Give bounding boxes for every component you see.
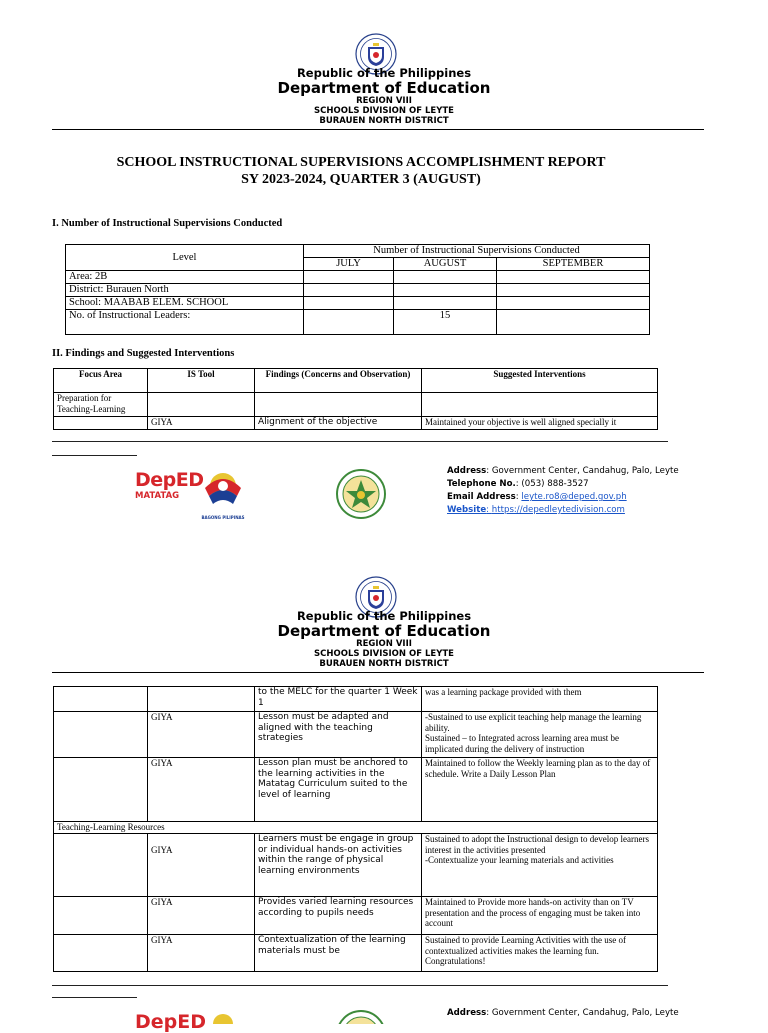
matatag-logo-text: MATATAG xyxy=(135,491,180,501)
finding-cell: Lesson plan must be anchored to the learning activities in the Matatag Curriculum suited to the level of learning xyxy=(255,758,422,822)
region-line: REGION VIII xyxy=(356,96,412,106)
finding-cell xyxy=(255,393,422,417)
footer-address xyxy=(447,1007,679,1020)
focus-cell xyxy=(54,897,148,935)
section1-heading: I. Number of Instructional Supervisions Conducted xyxy=(52,218,283,229)
cell-july xyxy=(304,297,394,310)
header-divider xyxy=(52,129,704,130)
division-line: SCHOOLS DIVISION OF LEYTE xyxy=(314,106,454,116)
cell-september xyxy=(497,284,650,297)
section2-heading: II. Findings and Suggested Interventions xyxy=(52,348,235,359)
footer-email: Email Address: leyte.ro8@deped.gov.ph xyxy=(447,492,627,502)
finding-cell: Learners must be engage in group or individual hands-on activities within the range of physical learning environments xyxy=(255,834,422,897)
tool-label: GIYA xyxy=(151,845,173,855)
republic-line: Republic of the Philippines xyxy=(296,66,472,80)
bagong-pilipinas-text: BAGONG PILIPINAS xyxy=(201,515,245,520)
finding-cell: to the MELC for the quarter 1 Week 1 xyxy=(255,687,422,712)
col-interventions: Suggested Interventions xyxy=(422,369,658,393)
division-seal-icon xyxy=(336,1010,386,1024)
website-link[interactable]: https://depedleytedivision.com xyxy=(491,505,625,515)
intervention-cell: Sustained to provide Learning Activities with the use of contextualized activities makes the learning fun. Congratulations! xyxy=(422,935,658,972)
cell-september xyxy=(497,310,650,335)
table-row xyxy=(66,310,650,335)
cell-september xyxy=(497,297,650,310)
tool-cell: GIYA xyxy=(148,935,255,972)
intervention-cell xyxy=(422,393,658,417)
table-row xyxy=(54,834,658,897)
table-row xyxy=(66,284,650,297)
focus-cell xyxy=(54,834,148,897)
division-seal-icon xyxy=(336,469,386,519)
table-row xyxy=(54,393,658,417)
table-row xyxy=(54,712,658,758)
division-line: SCHOOLS DIVISION OF LEYTE xyxy=(314,649,454,659)
row-label: Area: 2B xyxy=(66,271,304,284)
region-line: REGION VIII xyxy=(356,639,412,649)
findings-table-page2 xyxy=(53,686,658,972)
tool-cell: GIYA xyxy=(148,758,255,822)
department-line: Department of Education xyxy=(277,622,491,640)
row-label: School: MAABAB ELEM. SCHOOL xyxy=(66,297,304,310)
cell-july xyxy=(304,310,394,335)
website-label: Website xyxy=(447,505,487,515)
address-label: Address xyxy=(447,1008,487,1018)
email-label: Email Address xyxy=(447,492,516,502)
cell-august xyxy=(394,284,497,297)
tool-cell: GIYA xyxy=(148,712,255,758)
footer-telephone xyxy=(447,478,589,491)
row-label: No. of Instructional Leaders: xyxy=(66,310,304,335)
cell-july xyxy=(304,271,394,284)
table-row xyxy=(66,271,650,284)
tool-cell: GIYA xyxy=(148,417,255,430)
intervention-cell: Maintained to follow the Weekly learning plan as to the day of schedule. Write a Daily Lesson Plan xyxy=(422,758,658,822)
finding-cell: Contextualization of the learning materials must be xyxy=(255,935,422,972)
deped-matatag-logo xyxy=(135,469,204,514)
col-findings: Findings (Concerns and Observation) xyxy=(255,369,422,393)
district-line: BURAUEN NORTH DISTRICT xyxy=(319,116,449,126)
footer-divider xyxy=(52,441,668,442)
finding-cell: Alignment of the objective xyxy=(255,417,422,430)
tool-cell xyxy=(148,393,255,417)
month-july: JULY xyxy=(304,258,394,271)
table-row xyxy=(54,758,658,822)
bagong-pilipinas-icon xyxy=(199,1010,247,1024)
supervisions-table xyxy=(65,244,650,335)
email-link[interactable]: leyte.ro8@deped.gov.ph xyxy=(521,492,627,502)
intervention-cell: -Sustained to use explicit teaching help manage the learning ability. Sustained – to Integrated across learning area must be implicated during the delivery of instruction xyxy=(422,712,658,758)
focus-cell xyxy=(54,935,148,972)
focus-cell xyxy=(54,687,148,712)
address-value: : Government Center, Candahug, Palo, Leyte xyxy=(486,466,679,476)
focus-cell xyxy=(54,417,148,430)
intervention-cell: Sustained to adopt the Instructional design to develop learners interest in the activities presented -Contextualize your learning materials and activities xyxy=(422,834,658,897)
cell-july xyxy=(304,284,394,297)
header-divider xyxy=(52,672,704,673)
col-is-tool: IS Tool xyxy=(148,369,255,393)
month-august: AUGUST xyxy=(394,258,497,271)
focus-cell: Preparation for Teaching-Learning xyxy=(54,393,148,417)
table-row xyxy=(54,417,658,430)
telephone-value: : (053) 888-3527 xyxy=(515,479,589,489)
level-header: Level xyxy=(66,245,304,271)
focus-cell xyxy=(54,712,148,758)
deped-logo-text: DepED xyxy=(135,1011,207,1033)
col-focus-area: Focus Area xyxy=(54,369,148,393)
republic-line: Republic of the Philippines xyxy=(296,609,472,623)
findings-table-page1 xyxy=(53,368,658,430)
row-label: District: Burauen North xyxy=(66,284,304,297)
cell-august xyxy=(394,297,497,310)
table-row xyxy=(66,297,650,310)
finding-cell: Lesson must be adapted and aligned with the teaching strategies xyxy=(255,712,422,758)
tool-cell xyxy=(148,687,255,712)
report-subtitle: SY 2023-2024, QUARTER 3 (AUGUST) xyxy=(241,172,481,187)
footer-divider xyxy=(52,985,668,986)
address-value: : Government Center, Candahug, Palo, Leyte xyxy=(486,1008,679,1018)
intervention-cell: Maintained to Provide more hands-on activity than on TV presentation and the process of engaging must be taken into account xyxy=(422,897,658,935)
report-title: SCHOOL INSTRUCTIONAL SUPERVISIONS ACCOMPLISHMENT REPORT xyxy=(116,155,606,170)
table-row xyxy=(54,897,658,935)
bagong-pilipinas-icon xyxy=(199,466,247,510)
footer-address xyxy=(447,465,679,478)
tool-cell xyxy=(148,834,255,897)
focus-cell xyxy=(54,758,148,822)
table-row xyxy=(54,687,658,712)
footer-website: Website: https://depedleytedivision.com xyxy=(447,505,625,515)
intervention-cell: Maintained your objective is well aligned specially it xyxy=(422,417,658,430)
cell-august xyxy=(394,271,497,284)
address-label: Address xyxy=(447,466,487,476)
cell-september xyxy=(497,271,650,284)
footer-divider-short xyxy=(52,455,137,456)
department-line: Department of Education xyxy=(277,79,491,97)
group-header: Number of Instructional Supervisions Conducted xyxy=(304,245,650,258)
deped-logo-text: DepED xyxy=(135,469,204,491)
table-row xyxy=(54,822,658,834)
intervention-cell: was a learning package provided with them xyxy=(422,687,658,712)
month-september: SEPTEMBER xyxy=(497,258,650,271)
cell-august: 15 xyxy=(394,310,497,335)
finding-cell: Provides varied learning resources according to pupils needs xyxy=(255,897,422,935)
table-row xyxy=(54,935,658,972)
bagong-pilipinas-logo xyxy=(199,466,247,518)
tool-cell: GIYA xyxy=(148,897,255,935)
telephone-label: Telephone No. xyxy=(447,479,516,489)
district-line: BURAUEN NORTH DISTRICT xyxy=(319,659,449,669)
division-seal xyxy=(336,469,386,519)
footer-divider-short xyxy=(52,997,137,998)
section-label-row: Teaching-Learning Resources xyxy=(54,822,658,834)
